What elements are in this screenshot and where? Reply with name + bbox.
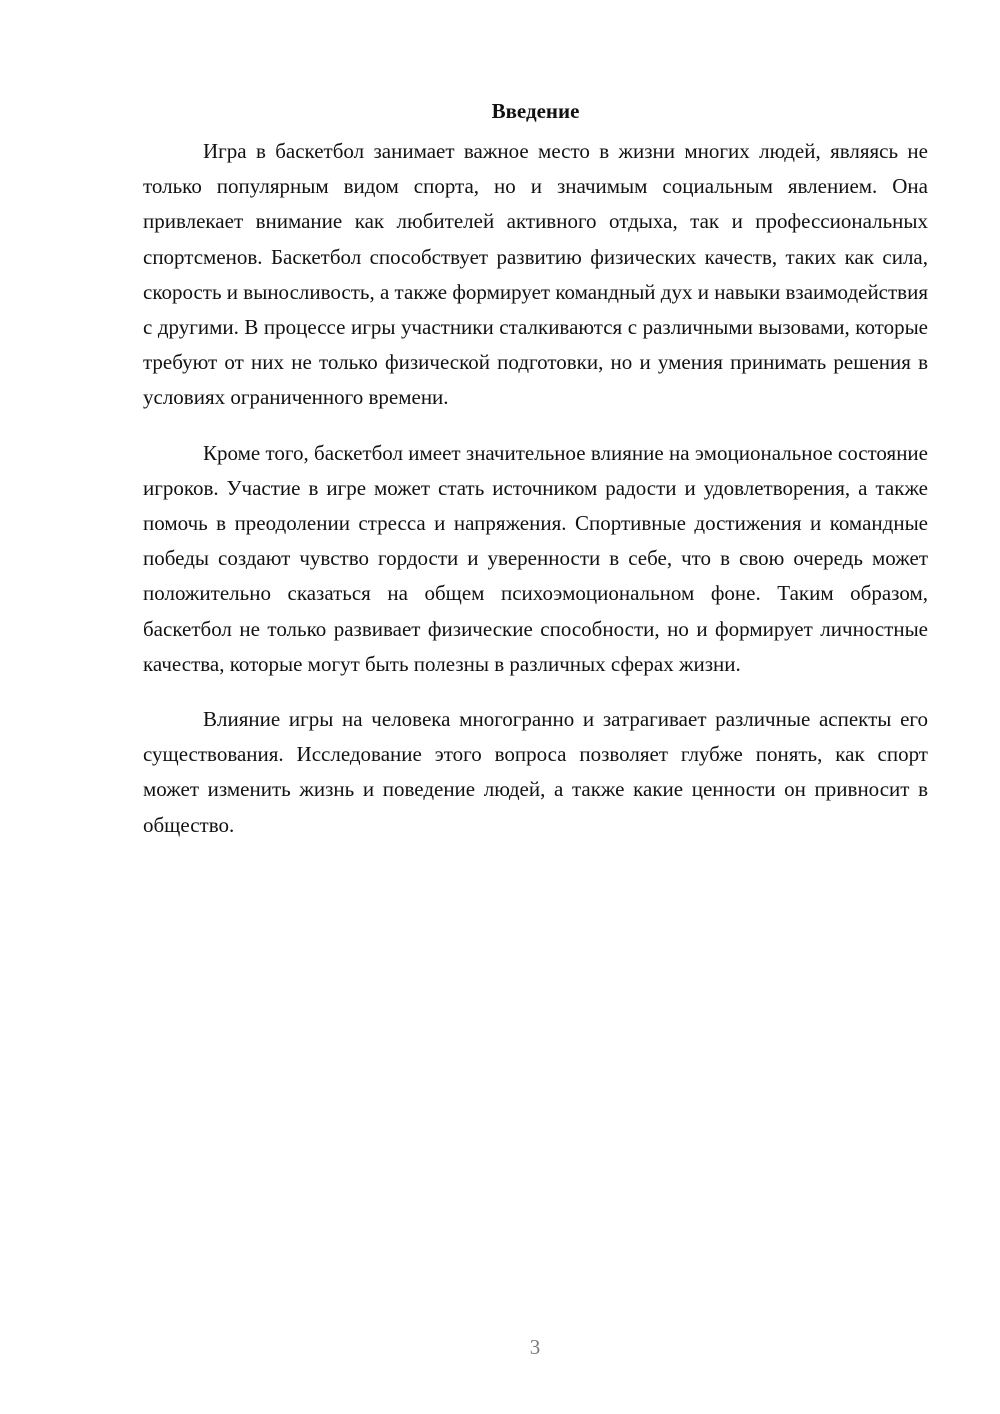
page-number: 3: [529, 1335, 541, 1359]
page-content: [143, 94, 928, 863]
paragraph-1: Игра в баскетбол занимает важное место в жизни многих людей, являясь не только популярным видом спорта, но и значимым социальным явлением. Она привлекает внимание как любителей активного отдыха, так и профессиональных спортсменов. Баскетбол способствует развитию физических качеств, таких как сила, скорость и выносливость, а также формирует командный дух и навыки взаимодействия с другими. В процессе игры участники сталкиваются с различными вызовами, которые требуют от них не только физической подготовки, но и умения принимать решения в условиях ограниченного времени.: [143, 139, 928, 410]
paragraph-3: Влияние игры на человека многогранно и затрагивает различные аспекты его существования. Исследование этого вопроса позволяет глубже понять, как спорт может изменить жизнь и поведение людей, а также какие ценности он привносит в общество.: [143, 707, 928, 837]
section-heading: Введение: [491, 99, 580, 123]
paragraph-2: Кроме того, баскетбол имеет значительное влияние на эмоциональное состояние игроков. Участие в игре может стать источником радости и удовлетворения, а также помочь в преодолении стресса и напряжения. Спортивные достижения и командные победы создают чувство гордости и уверенности в себе, что в свою очередь может положительно сказаться на общем психоэмоциональном фоне. Таким образом, баскетбол не только развивает физические способности, но и формирует личностные качества, которые могут быть полезны в различных сферах жизни.: [143, 440, 928, 676]
